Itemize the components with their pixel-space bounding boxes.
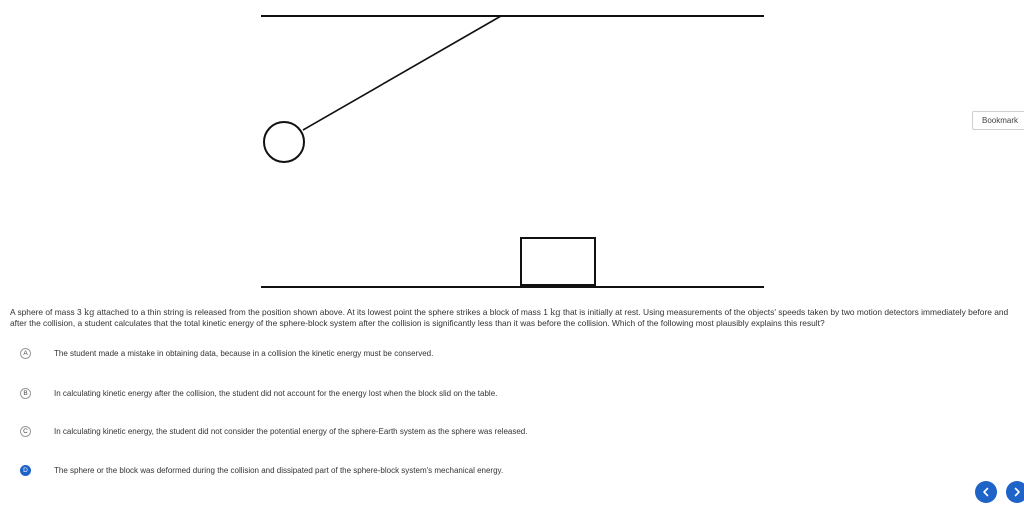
choice-b[interactable] bbox=[20, 386, 497, 400]
question-text bbox=[10, 307, 1010, 329]
mass-unit-block: kg bbox=[550, 307, 561, 317]
chevron-right-icon bbox=[1012, 487, 1022, 497]
previous-button[interactable] bbox=[975, 481, 997, 503]
choice-letter-b: B bbox=[20, 388, 31, 399]
next-button[interactable] bbox=[1006, 481, 1024, 503]
choice-letter-c: C bbox=[20, 426, 31, 437]
pendulum-sphere bbox=[264, 122, 304, 162]
question-text-part: that is initially at rest. Using measurements of the objects' speeds taken by two motion detectors immediately before and after the collision, a student calculates that the total kinetic energy of the sphere-block system after the collision is significantly less than it was before the collision. Which of the following most plausibly explains this result? bbox=[10, 307, 1009, 328]
block bbox=[521, 238, 595, 285]
choice-text-d: The sphere or the block was deformed during the collision and dissipated part of the sphere-block system's mechanical energy. bbox=[54, 465, 504, 475]
choice-d[interactable] bbox=[20, 463, 503, 477]
choice-text-b: In calculating kinetic energy after the collision, the student did not account for the energy lost when the block slid on the table. bbox=[54, 388, 498, 398]
choice-letter-d: D bbox=[20, 465, 31, 476]
question-text-part: A sphere of mass 3 bbox=[10, 307, 85, 317]
mass-unit-sphere: kg bbox=[84, 307, 95, 317]
question-text-part: attached to a thin string is released from the position shown above. At its lowest point the sphere strikes a block of mass 1 bbox=[94, 307, 551, 317]
bookmark-button[interactable]: Bookmark bbox=[972, 111, 1024, 130]
choice-a[interactable] bbox=[20, 346, 433, 360]
choice-text-a: The student made a mistake in obtaining data, because in a collision the kinetic energy must be conserved. bbox=[54, 348, 434, 358]
pendulum-string bbox=[303, 16, 501, 130]
chevron-left-icon bbox=[981, 487, 991, 497]
choice-letter-a: A bbox=[20, 348, 31, 359]
choice-c[interactable] bbox=[20, 424, 527, 438]
choice-text-c: In calculating kinetic energy, the student did not consider the potential energy of the sphere-Earth system as the sphere was released. bbox=[54, 426, 528, 436]
